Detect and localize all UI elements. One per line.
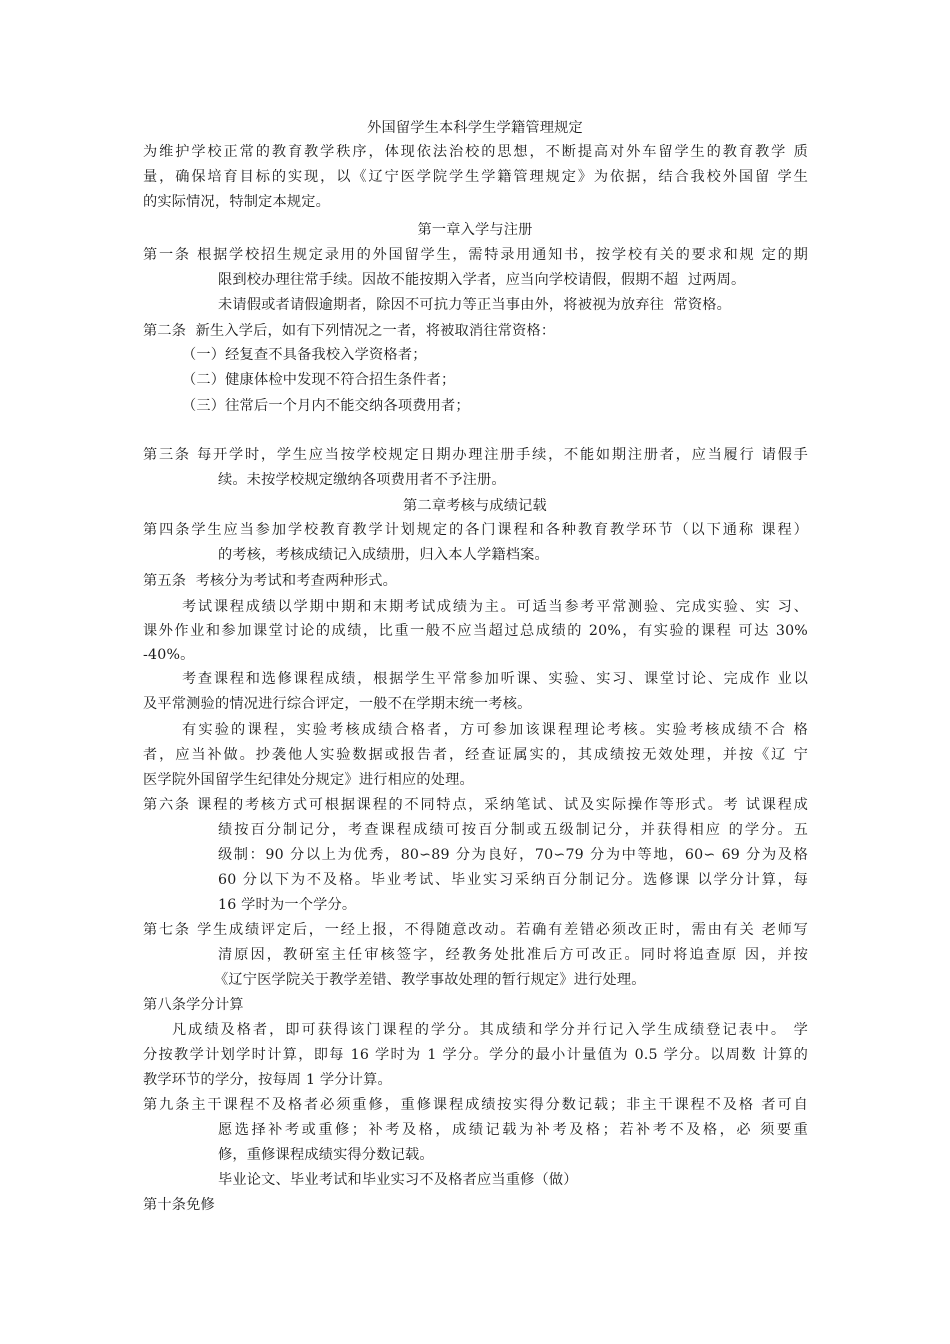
article-4-line-2: 的考核，考核成绩记入成绩册，归入本人学籍档案。 — [218, 547, 549, 563]
article-5-line-3: 课外作业和参加课堂讨论的成绩，比重一般不应当超过总成绩的 20%，有实验的课程 可达 30% — [143, 623, 808, 639]
article-5-line-2: 考试课程成绩以学期中期和末期考试成绩为主。可适当参考平常测验、完成实验、实 习、 — [182, 599, 808, 615]
article-7-line-2: 清原因，教研室主任审核签字，经教务处批准后方可改正。同时将追查原 因，并按 — [218, 947, 808, 963]
article-6-line-4: 60 分以下为不及格。毕业考试、毕业实习采纳百分制记分。选修课 以学分计算，每 — [218, 872, 808, 888]
article-9-line-3: 修，重修课程成绩实得分数记载。 — [218, 1147, 434, 1163]
article-3-line-1: 第三条 每开学时，学生应当按学校规定日期办理注册手续，不能如期注册者，应当履行 请假手 — [143, 447, 808, 463]
document-title: 外国留学生本科学生学籍管理规定 — [367, 120, 583, 136]
article-7-line-3: 《辽宁医学院关于教学差错、教学事故处理的暂行规定》进行处理。 — [214, 972, 646, 988]
article-2-item-3: （三）往常后一个月内不能交纳各项费用者； — [182, 398, 470, 414]
chapter-1-heading: 第一章入学与注册 — [417, 222, 533, 238]
article-7-line-1: 第七条 学生成绩评定后，一经上报，不得随意改动。若确有差错必须改正时，需由有关 老师写 — [143, 922, 808, 938]
article-8-line-2: 凡成绩及格者，即可获得该门课程的学分。其成绩和学分并行记入学生成绩登记表中。 学 — [172, 1022, 808, 1038]
intro-line-2: 量，确保培育目标的实现，以《辽宁医学院学生学籍管理规定》为依据，结合我校外国留 学生 — [143, 169, 808, 185]
article-5-line-5: 考查课程和选修课程成绩，根据学生平常参加听课、实验、实习、课堂讨论、完成作 业以 — [182, 671, 808, 687]
article-9-line-2: 愿选择补考或重修；补考及格，成绩记载为补考及格；若补考不及格，必 须要重 — [218, 1122, 808, 1138]
article-5-line-8: 者，应当补做。抄袭他人实验数据或报告者，经查证属实的，其成绩按无效处理，并按《辽 宁 — [143, 747, 808, 763]
intro-line-3: 的实际情况，特制定本规定。 — [143, 194, 331, 210]
article-2-item-2: （二）健康体检中发现不符合招生条件者； — [182, 372, 456, 388]
article-3-line-2: 续。未按学校规定缴纳各项费用者不予注册。 — [218, 472, 506, 488]
chapter-2-heading: 第二章考核与成绩记载 — [403, 498, 547, 514]
article-2-line-1: 第二条 新生入学后，如有下列情况之一者，将被取消往常资格： — [143, 323, 556, 339]
article-8-line-4: 教学环节的学分，按每周 1 学分计算。 — [143, 1072, 392, 1088]
article-8-heading: 第八条学分计算 — [143, 997, 244, 1013]
article-6-line-3: 级制：90 分以上为优秀，80∽89 分为良好，70∽79 分为中等地，60∽ 69 分为及格 — [218, 847, 808, 863]
article-10-heading: 第十条免修 — [143, 1197, 215, 1213]
article-5-line-7: 有实验的课程，实验考核成绩合格者，方可参加该课程理论考核。实验考核成绩不合 格 — [182, 722, 808, 738]
intro-line-1: 为维护学校正常的教育教学秩序，体现依法治校的思想，不断提高对外车留学生的教育教学 质 — [143, 144, 808, 160]
article-1-line-1: 第一条 根据学校招生规定录用的外国留学生，需特录用通知书，按学校有关的要求和规 定的期 — [143, 247, 808, 263]
article-6-line-1: 第六条 课程的考核方式可根据课程的不同特点，采纳笔试、试及实际操作等形式。考 试课程成 — [143, 797, 808, 813]
article-5-line-4: -40%。 — [143, 647, 195, 663]
article-2-item-1: （一）经复查不具备我校入学资格者； — [182, 347, 427, 363]
article-5-line-6: 及平常测验的情况进行综合评定，一般不在学期末统一考核。 — [143, 696, 532, 712]
article-1-line-2: 限到校办理往常手续。因故不能按期入学者，应当向学校请假，假期不超 过两周。 — [218, 272, 746, 288]
article-4-line-1: 第四条学生应当参加学校教育教学计划规定的各门课程和各种教育教学环节（以下通称 课程） — [143, 522, 808, 538]
article-6-line-5: 16 学时为一个学分。 — [218, 897, 357, 913]
article-8-line-3: 分按教学计划学时计算，即每 16 学时为 1 学分。学分的最小计量值为 0.5 学分。以周数 计算的 — [143, 1047, 808, 1063]
article-5-line-1: 第五条 考核分为考试和考查两种形式。 — [143, 573, 398, 589]
article-5-line-9: 医学院外国留学生纪律处分规定》进行相应的处理。 — [143, 772, 474, 788]
article-9-line-4: 毕业论文、毕业考试和毕业实习不及格者应当重修（做） — [218, 1172, 578, 1188]
article-6-line-2: 绩按百分制记分，考查课程成绩可按百分制或五级制记分，并获得相应 的学分。五 — [218, 822, 808, 838]
article-1-line-3: 未请假或者请假逾期者，除因不可抗力等正当事由外，将被视为放弃往 常资格。 — [218, 297, 731, 313]
article-9-line-1: 第九条主干课程不及格者必须重修，重修课程成绩按实得分数记载；非主干课程不及格 者可自 — [143, 1097, 808, 1113]
